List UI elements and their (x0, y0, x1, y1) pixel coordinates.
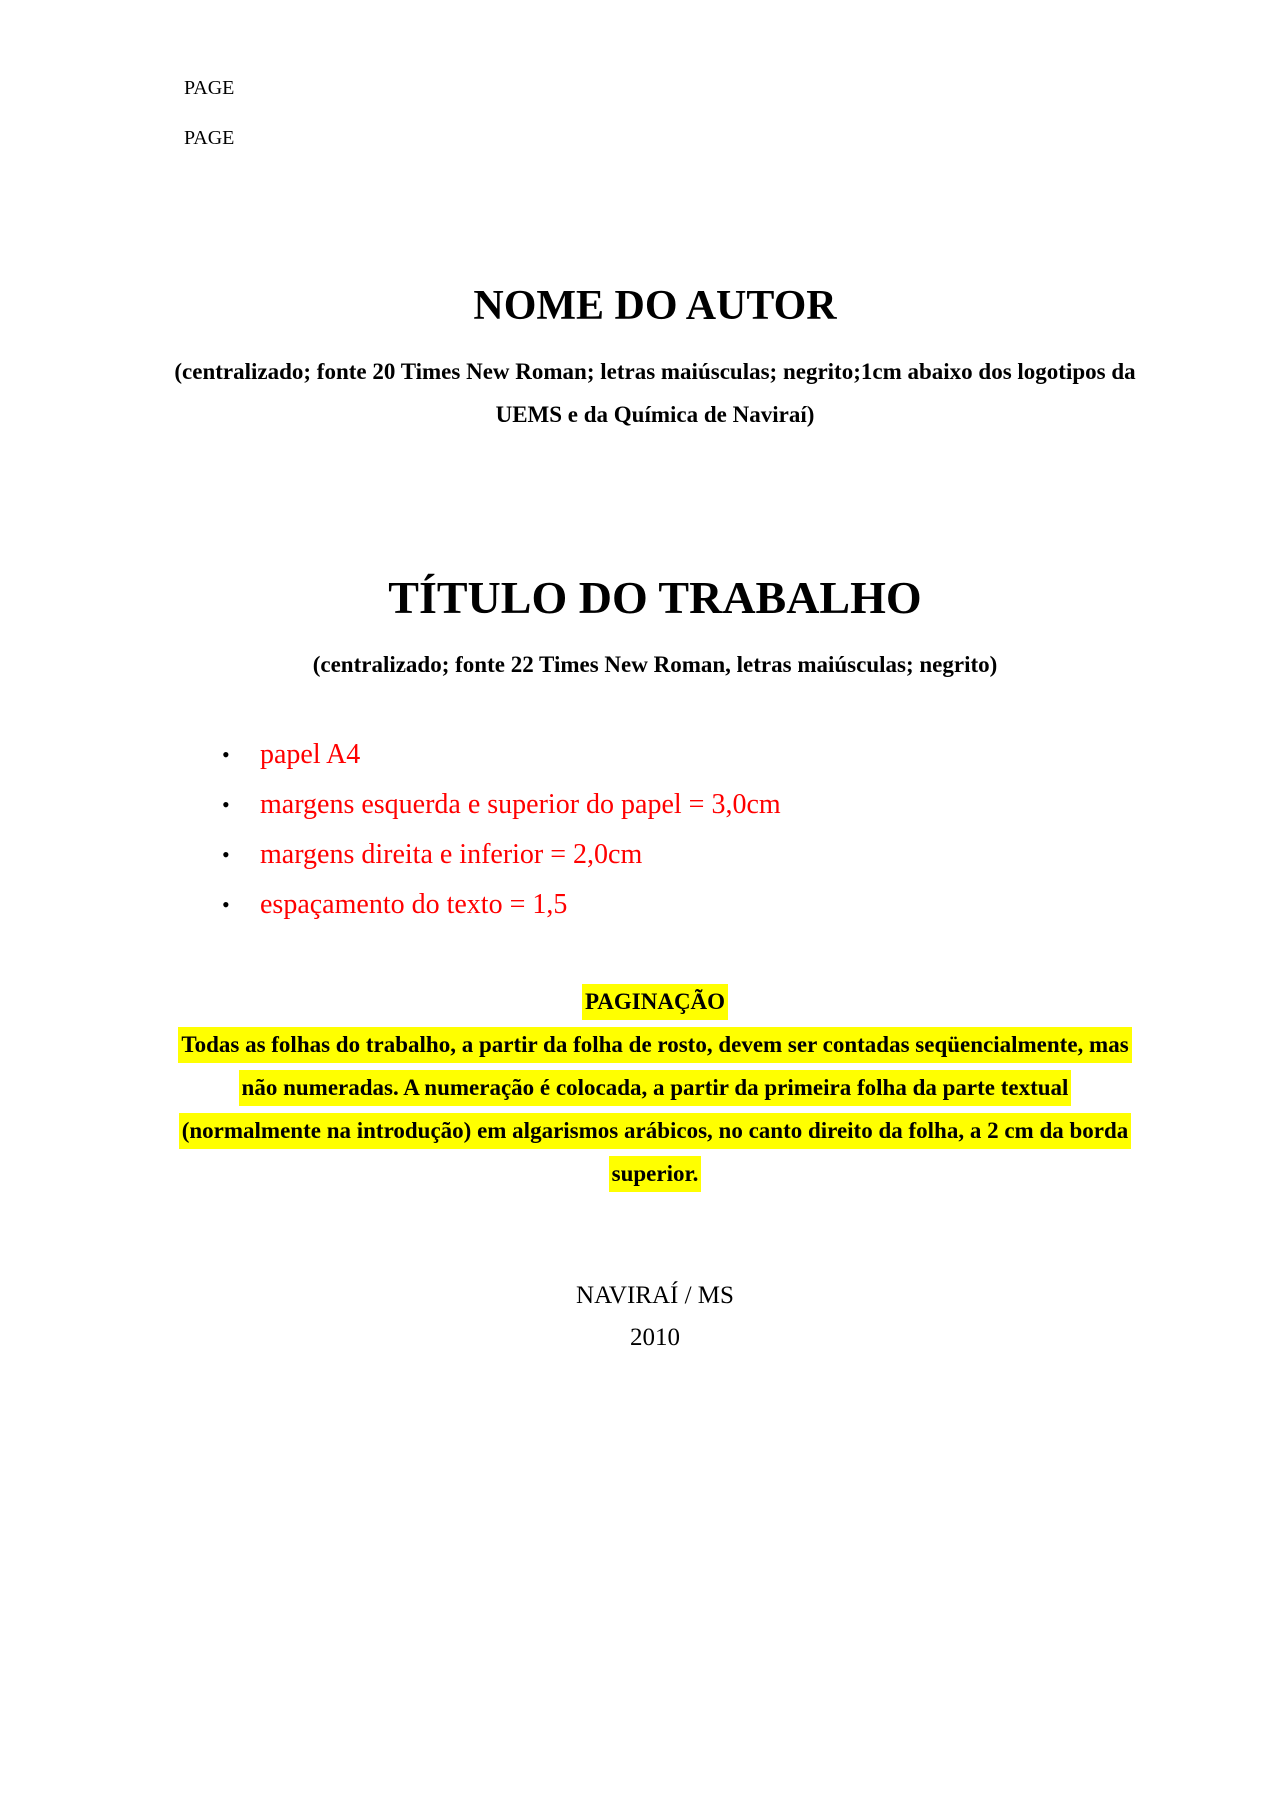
pagination-text: Todas as folhas do trabalho, a partir da folha de rosto, devem ser contadas seqüencialmente, mas não numeradas. A numeração é colocada, a partir da primeira folha da parte textual (normalmente na introdução) em algarismos arábicos, no canto direito da folha, a 2 cm da borda superior. (178, 1027, 1131, 1192)
footer-year: 2010 (630, 1324, 680, 1351)
header-field-line-1: PAGE (184, 77, 235, 99)
list-item (210, 730, 781, 780)
requirement-text: espaçamento do texto = 1,5 (260, 889, 568, 920)
formatting-requirements-list (210, 730, 781, 930)
requirement-text: papel A4 (260, 739, 361, 770)
bullet-icon: • (222, 792, 230, 817)
footer-city: NAVIRAÍ / MS (576, 1282, 734, 1309)
pagination-heading: PAGINAÇÃO (582, 984, 728, 1020)
list-item (210, 830, 781, 880)
pagination-note (170, 980, 1140, 1195)
bullet-icon: • (222, 892, 230, 917)
author-format-note: (centralizado; fonte 20 Times New Roman; letras maiúsculas; negrito;1cm abaixo dos logotipos da UEMS e da Química de Naviraí) (174, 359, 1136, 427)
list-item (210, 880, 781, 930)
list-item (210, 780, 781, 830)
bullet-icon: • (222, 842, 230, 867)
requirement-text: margens esquerda e superior do papel = 3,0cm (260, 789, 781, 820)
requirement-text: margens direita e inferior = 2,0cm (260, 839, 643, 870)
work-title: TÍTULO DO TRABALHO (388, 572, 922, 623)
bullet-icon: • (222, 742, 230, 767)
header-field-line-2: PAGE (184, 127, 235, 149)
title-format-note: (centralizado; fonte 22 Times New Roman, letras maiúsculas; negrito) (312, 652, 998, 677)
author-name: NOME DO AUTOR (473, 283, 837, 329)
